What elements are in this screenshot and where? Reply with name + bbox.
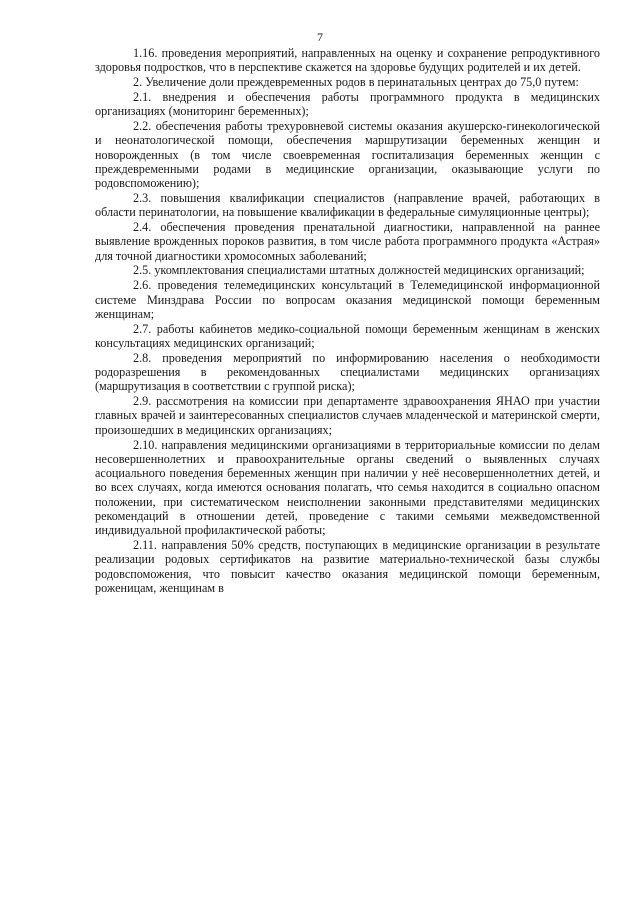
paragraph-1-16: 1.16. проведения мероприятий, направленных на оценку и сохранение репродуктивного здоровья подростков, что в перспективе скажется на здоровье будущих родителей и их детей. (95, 46, 600, 75)
paragraph-2-1: 2.1. внедрения и обеспечения работы программного продукта в медицинских организациях (мониторинг беременных); (95, 89, 600, 119)
paragraph-2-5: 2.5. укомплектования специалистами штатных должностей медицинских организаций; (133, 263, 585, 278)
paragraph-2-8: 2.8. проведения мероприятий по информированию населения о необходимости родоразрешения в рекомендованных специалистами медицинских организациях (маршрутизация в соответствии с группой риска); (95, 350, 600, 394)
paragraph-2-11: 2.11. направления 50% средств, поступающих в медицинские организации в результате реализации родовых сертификатов на развитие материально-технической базы службы родовспоможения, что повысит качество оказания медицинской помощи беременным, роженицам, женщинам в (95, 538, 600, 595)
paragraph-2-6: 2.6. проведения телемедицинских консультаций в Телемедицинской информационной системе Минздрава России по вопросам оказания медицинской помощи беременным женщинам; (95, 278, 600, 321)
paragraph-2-2: 2.2. обеспечения работы трехуровневой системы оказания акушерско-гинекологической и неонатологической помощи, обеспечения маршрутизации беременных женщин и новорожденных (в том числе своевременная госпитализация беременных женщин с преждевременными родами в медицинские организации, оказывающие услуги по родовспоможению); (95, 118, 600, 191)
paragraph-2-10: 2.10. направления медицинскими организациями в территориальные комиссии по делам несовершеннолетних и правоохранительные органы сведений о выявленных случаях асоциального поведения беременных женщин при наличии у неё несовершеннолетних детей, и во всех случаях, когда имеются основания полагать, что семья находится в социально опасном положении, при систематическом неисполнении законными представителями медицинских рекомендаций в отношении детей, проведение с такими семьями межведомственной индивидуальной профилактической работы; (95, 437, 600, 538)
paragraph-2-7: 2.7. работы кабинетов медико-социальной помощи беременным женщинам в женских консультациях медицинских организаций; (95, 321, 600, 350)
paragraph-2-3: 2.3. повышения квалификации специалистов (направление врачей, работающих в области перинатологии, на повышение квалификации в федеральные симуляционные центры); (95, 190, 600, 220)
page-number: 7 (317, 30, 323, 44)
document-body (95, 46, 600, 596)
paragraph-2: 2. Увеличение доли преждевременных родов в перинатальных центрах до 75,0 путем: (133, 75, 579, 90)
paragraph-2-4: 2.4. обеспечения проведения пренатальной диагностики, направленной на раннее выявление врожденных пороков развития, в том числе работа программного продукта «Астрая» для точной диагностики хромосомных заболеваний; (95, 220, 600, 263)
paragraph-2-9: 2.9. рассмотрения на комиссии при департаменте здравоохранения ЯНАО при участии главных врачей и заинтересованных специалистов случаев младенческой и материнской смерти, произошедших в медицинских организациях; (95, 394, 600, 437)
